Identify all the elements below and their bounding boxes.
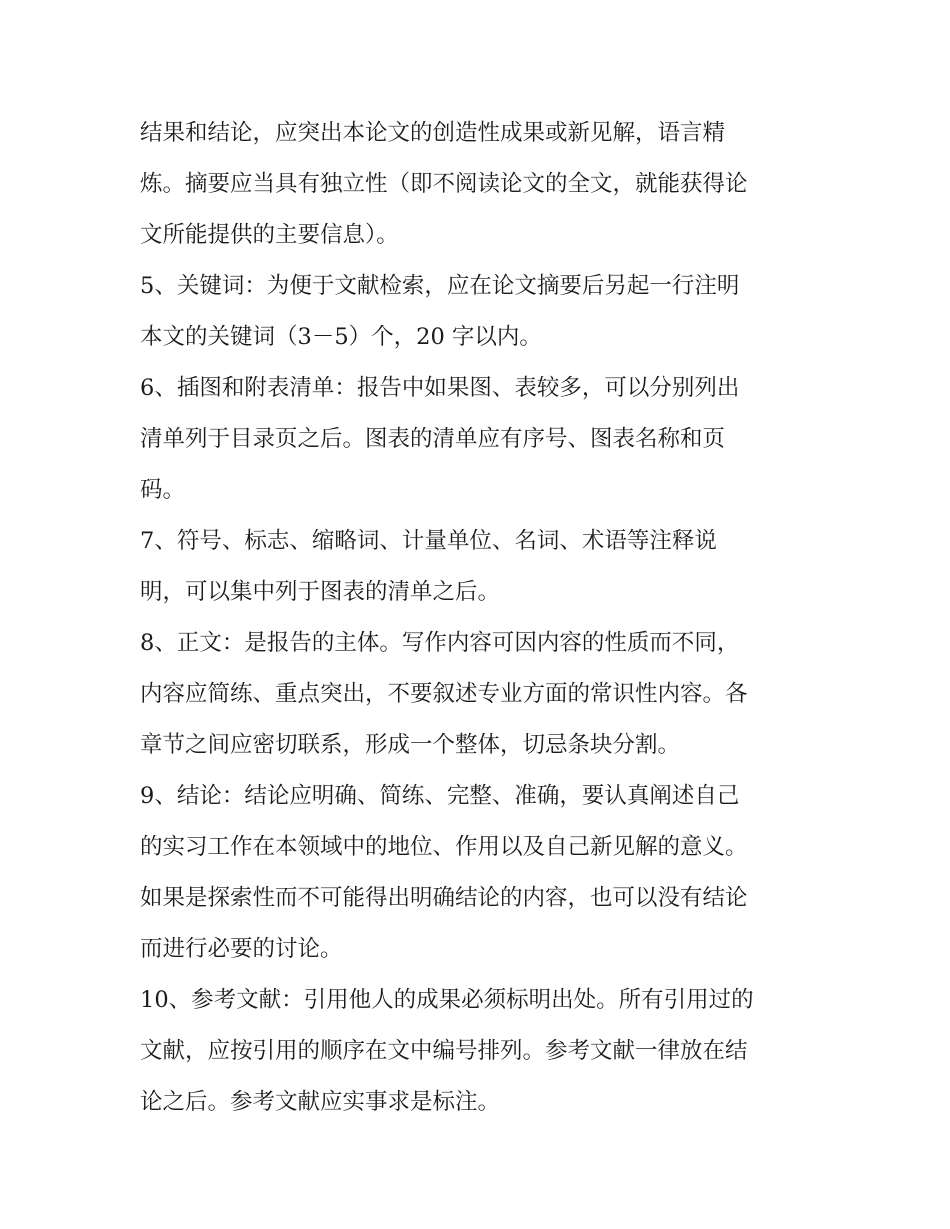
text-line: 码。 (140, 477, 186, 503)
text-line: 5、关键词：为便于文献检索，应在论文摘要后另起一行注明 (140, 273, 740, 299)
text-line: 清单列于目录页之后。图表的清单应有序号、图表名称和页 (140, 426, 726, 452)
text-line: 章节之间应密切联系，形成一个整体，切忌条块分割。 (140, 732, 681, 758)
text-line: 论之后。参考文献应实事求是标注。 (140, 1089, 501, 1115)
text-line: 文所能提供的主要信息）。 (140, 222, 399, 248)
text-line: 内容应简练、重点突出，不要叙述专业方面的常识性内容。各 (140, 681, 748, 707)
text-line: 如果是探索性而不可能得出明确结论的内容，也可以没有结论 (140, 885, 748, 911)
text-line: 文献，应按引用的顺序在文中编号排列。参考文献一律放在结 (140, 1038, 748, 1064)
text-line: 结果和结论，应突出本论文的创造性成果或新见解，语言精 (140, 120, 726, 146)
text-line: 8、正文：是报告的主体。写作内容可因内容的性质而不同， (140, 630, 740, 656)
text-line: 10、参考文献：引用他人的成果必须标明出处。所有引用过的 (140, 987, 754, 1013)
text-line: 明，可以集中列于图表的清单之后。 (140, 579, 501, 605)
text-line: 本文的关键词（3－5）个，20 字以内。 (140, 324, 542, 350)
text-line: 的实习工作在本领域中的地位、作用以及自己新见解的意义。 (140, 834, 748, 860)
document-body (140, 108, 812, 1128)
text-line: 9、结论：结论应明确、简练、完整、准确，要认真阐述自己 (140, 783, 740, 809)
text-line: 而进行必要的讨论。 (140, 936, 343, 962)
text-line: 炼。摘要应当具有独立性（即不阅读论文的全文，就能获得论 (140, 171, 748, 197)
text-line: 6、插图和附表清单：报告中如果图、表较多，可以分别列出 (140, 375, 740, 401)
text-line: 7、符号、标志、缩略词、计量单位、名词、术语等注释说 (140, 528, 717, 554)
